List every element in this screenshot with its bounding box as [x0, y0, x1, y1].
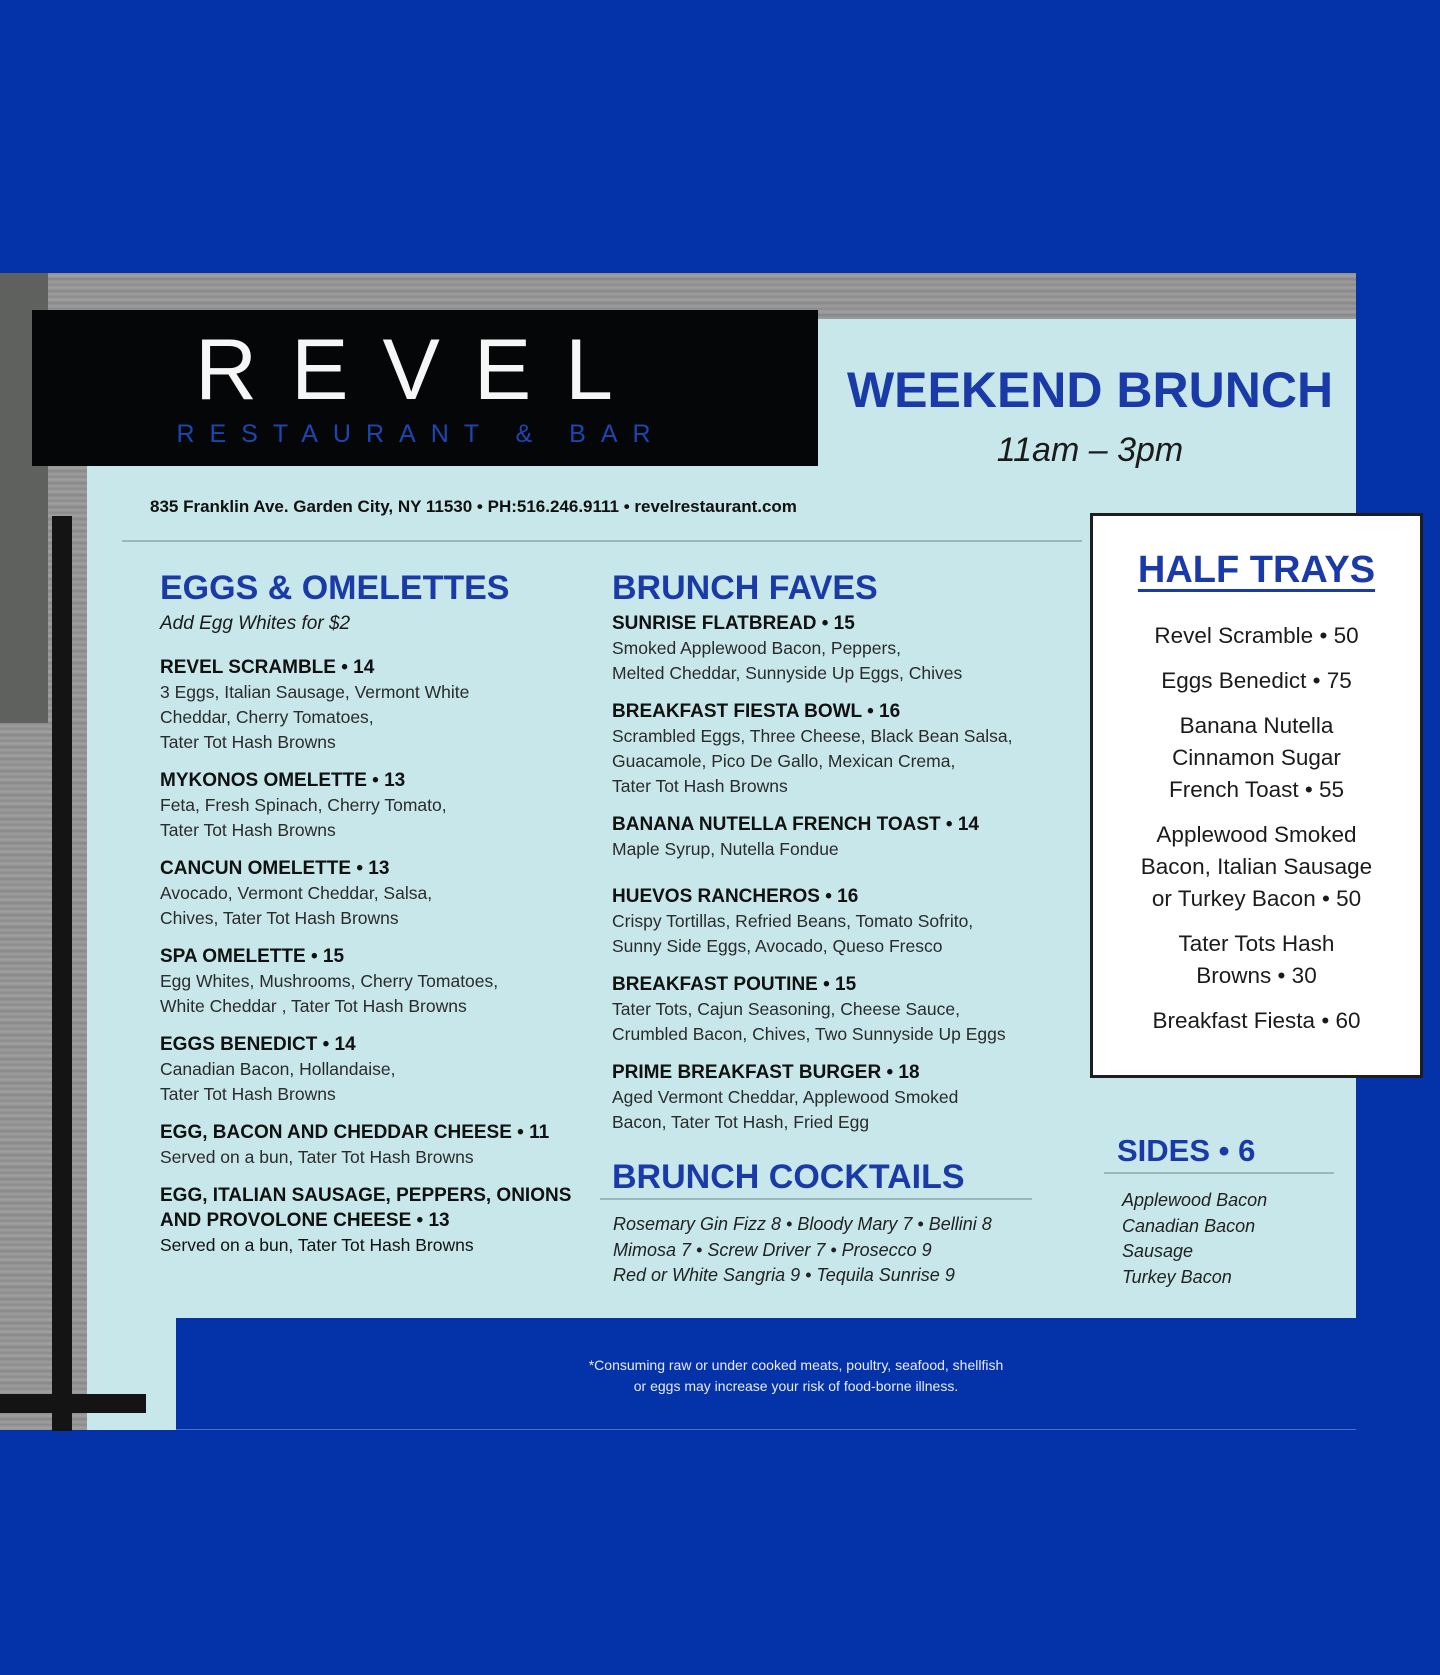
item-desc: Served on a bun, Tater Tot Hash Browns	[160, 1235, 474, 1255]
section-title: BRUNCH FAVES	[612, 569, 878, 607]
menu-item	[612, 812, 1042, 862]
item-name: PRIME BREAKFAST BURGER • 18	[612, 1062, 920, 1083]
menu-item	[612, 611, 1042, 686]
item-desc: Bacon, Tater Tot Hash, Fried Egg	[612, 1112, 870, 1132]
tray-line: Tater Tots Hash	[1178, 931, 1335, 956]
disclaimer-line: *Consuming raw or under cooked meats, poultry, seafood, shellfish	[588, 1357, 1004, 1373]
disclaimer-line: or eggs may increase your risk of food-borne illness.	[633, 1378, 959, 1394]
menu-item	[160, 944, 580, 1019]
brunch-hours: 11am – 3pm	[996, 431, 1184, 469]
item-name: CANCUN OMELETTE • 13	[160, 858, 390, 879]
tray-line: Cinnamon Sugar	[1172, 745, 1341, 770]
divider	[122, 540, 1082, 542]
item-desc: Tater Tot Hash Browns	[160, 820, 336, 840]
menu-item	[612, 699, 1042, 799]
half-trays-title	[1090, 549, 1423, 592]
brunch-faves-section	[612, 571, 1042, 1135]
item-desc: Maple Syrup, Nutella Fondue	[612, 839, 839, 859]
item-name: BREAKFAST POUTINE • 15	[612, 974, 857, 995]
item-desc: Crumbled Bacon, Chives, Two Sunnyside Up Eggs	[612, 1024, 1006, 1044]
item-name: REVEL SCRAMBLE • 14	[160, 657, 375, 678]
menu-item	[160, 1120, 580, 1170]
tray-line: Revel Scramble • 50	[1154, 623, 1359, 648]
item-name: HUEVOS RANCHEROS • 16	[612, 886, 859, 907]
sides-title	[1117, 1133, 1337, 1169]
tray-line: Breakfast Fiesta • 60	[1152, 1008, 1361, 1033]
item-name: EGGS BENEDICT • 14	[160, 1034, 356, 1055]
item-desc: Feta, Fresh Spinach, Cherry Tomato,	[160, 795, 447, 815]
half-trays-title-text: HALF TRAYS	[1137, 549, 1376, 591]
logo-wordmark: REVEL	[194, 322, 648, 418]
menu-item	[160, 768, 580, 843]
sides-list	[1122, 1188, 1322, 1290]
frame-vertical-bar	[52, 516, 72, 1431]
item-desc: Served on a bun, Tater Tot Hash Browns	[160, 1147, 474, 1167]
item-name: MYKONOS OMELETTE • 13	[160, 770, 406, 791]
item-desc: Canadian Bacon, Hollandaise,	[160, 1059, 396, 1079]
item-name: BREAKFAST FIESTA BOWL • 16	[612, 701, 901, 722]
section-title: EGGS & OMELETTES	[160, 569, 510, 607]
tray-line: or Turkey Bacon • 50	[1151, 886, 1362, 911]
section-note: Add Egg Whites for $2	[160, 613, 351, 634]
item-desc: Tater Tots, Cajun Seasoning, Cheese Sauce,	[612, 999, 960, 1019]
item-desc: Aged Vermont Cheddar, Applewood Smoked	[612, 1087, 959, 1107]
item-desc: Tater Tot Hash Browns	[160, 1084, 336, 1104]
cocktails-title: BRUNCH COCKTAILS	[612, 1158, 965, 1196]
side-item: Applewood Bacon	[1122, 1190, 1268, 1210]
cocktail-line: Rosemary Gin Fizz 8 • Bloody Mary 7 • Bellini 8	[613, 1214, 992, 1234]
item-name: AND PROVOLONE CHEESE • 13	[160, 1210, 450, 1231]
cocktail-line: Red or White Sangria 9 • Tequila Sunrise 9	[613, 1265, 955, 1285]
logo-tagline: RESTAURANT & BAR	[176, 420, 666, 448]
tray-item	[1100, 710, 1413, 806]
tray-line: Applewood Smoked	[1156, 822, 1357, 847]
item-desc: Avocado, Vermont Cheddar, Salsa,	[160, 883, 433, 903]
item-desc: White Cheddar , Tater Tot Hash Browns	[160, 996, 467, 1016]
item-desc: Egg Whites, Mushrooms, Cherry Tomatoes,	[160, 971, 499, 991]
menu-item	[160, 1032, 580, 1107]
item-name: EGG, ITALIAN SAUSAGE, PEPPERS, ONIONS	[160, 1185, 572, 1206]
divider	[1104, 1172, 1334, 1174]
tray-line: Bacon, Italian Sausage	[1140, 854, 1373, 879]
item-desc: Sunny Side Eggs, Avocado, Queso Fresco	[612, 936, 943, 956]
item-desc: 3 Eggs, Italian Sausage, Vermont White	[160, 682, 470, 702]
item-desc: Melted Cheddar, Sunnyside Up Eggs, Chives	[612, 663, 963, 683]
item-desc: Smoked Applewood Bacon, Peppers,	[612, 638, 901, 658]
side-item: Canadian Bacon	[1122, 1215, 1256, 1236]
item-desc: Tater Tot Hash Browns	[612, 776, 788, 796]
item-desc: Scrambled Eggs, Three Cheese, Black Bean Salsa,	[612, 726, 1013, 746]
item-desc: Tater Tot Hash Browns	[160, 732, 336, 752]
menu-item	[612, 884, 1042, 959]
item-name: SPA OMELETTE • 15	[160, 946, 345, 967]
address-line: 835 Franklin Ave. Garden City, NY 11530 • PH:516.246.9111 • revelrestaurant.com	[150, 497, 797, 516]
tray-line: Eggs Benedict • 75	[1161, 668, 1352, 693]
tray-item	[1100, 665, 1413, 697]
page-title: WEEKEND BRUNCH	[846, 362, 1334, 418]
menu-item	[160, 856, 580, 931]
menu-item	[612, 1060, 1042, 1135]
menu-item	[160, 1183, 580, 1258]
divider	[600, 1198, 1032, 1200]
item-desc: Chives, Tater Tot Hash Browns	[160, 908, 399, 928]
tray-item	[1100, 620, 1413, 652]
tray-item	[1100, 819, 1413, 915]
disclaimer	[476, 1355, 1116, 1397]
tray-line: French Toast • 55	[1168, 777, 1345, 802]
tray-line: Browns • 30	[1196, 963, 1317, 988]
side-item: Sausage	[1122, 1241, 1194, 1261]
menu-item	[612, 972, 1042, 1047]
cocktails-list	[613, 1212, 1053, 1289]
divider	[176, 1429, 1356, 1430]
tray-item	[1100, 928, 1413, 992]
item-desc: Guacamole, Pico De Gallo, Mexican Crema,	[612, 751, 956, 771]
item-desc: Cheddar, Cherry Tomatoes,	[160, 707, 374, 727]
tray-line: Banana Nutella	[1179, 713, 1334, 738]
item-desc: Crispy Tortillas, Refried Beans, Tomato Sofrito,	[612, 911, 974, 931]
half-trays-list	[1100, 620, 1413, 1050]
item-name: EGG, BACON AND CHEDDAR CHEESE • 11	[160, 1122, 550, 1143]
frame-horizontal-bar	[0, 1394, 146, 1413]
sides-title-text: SIDES • 6	[1117, 1133, 1256, 1168]
side-item: Turkey Bacon	[1122, 1266, 1232, 1287]
eggs-omelettes-section	[160, 571, 580, 1258]
item-name: SUNRISE FLATBREAD • 15	[612, 613, 855, 634]
tray-item	[1100, 1005, 1413, 1037]
cocktail-line: Mimosa 7 • Screw Driver 7 • Prosecco 9	[613, 1239, 932, 1260]
menu-item	[160, 655, 580, 755]
item-name: BANANA NUTELLA FRENCH TOAST • 14	[612, 814, 979, 835]
